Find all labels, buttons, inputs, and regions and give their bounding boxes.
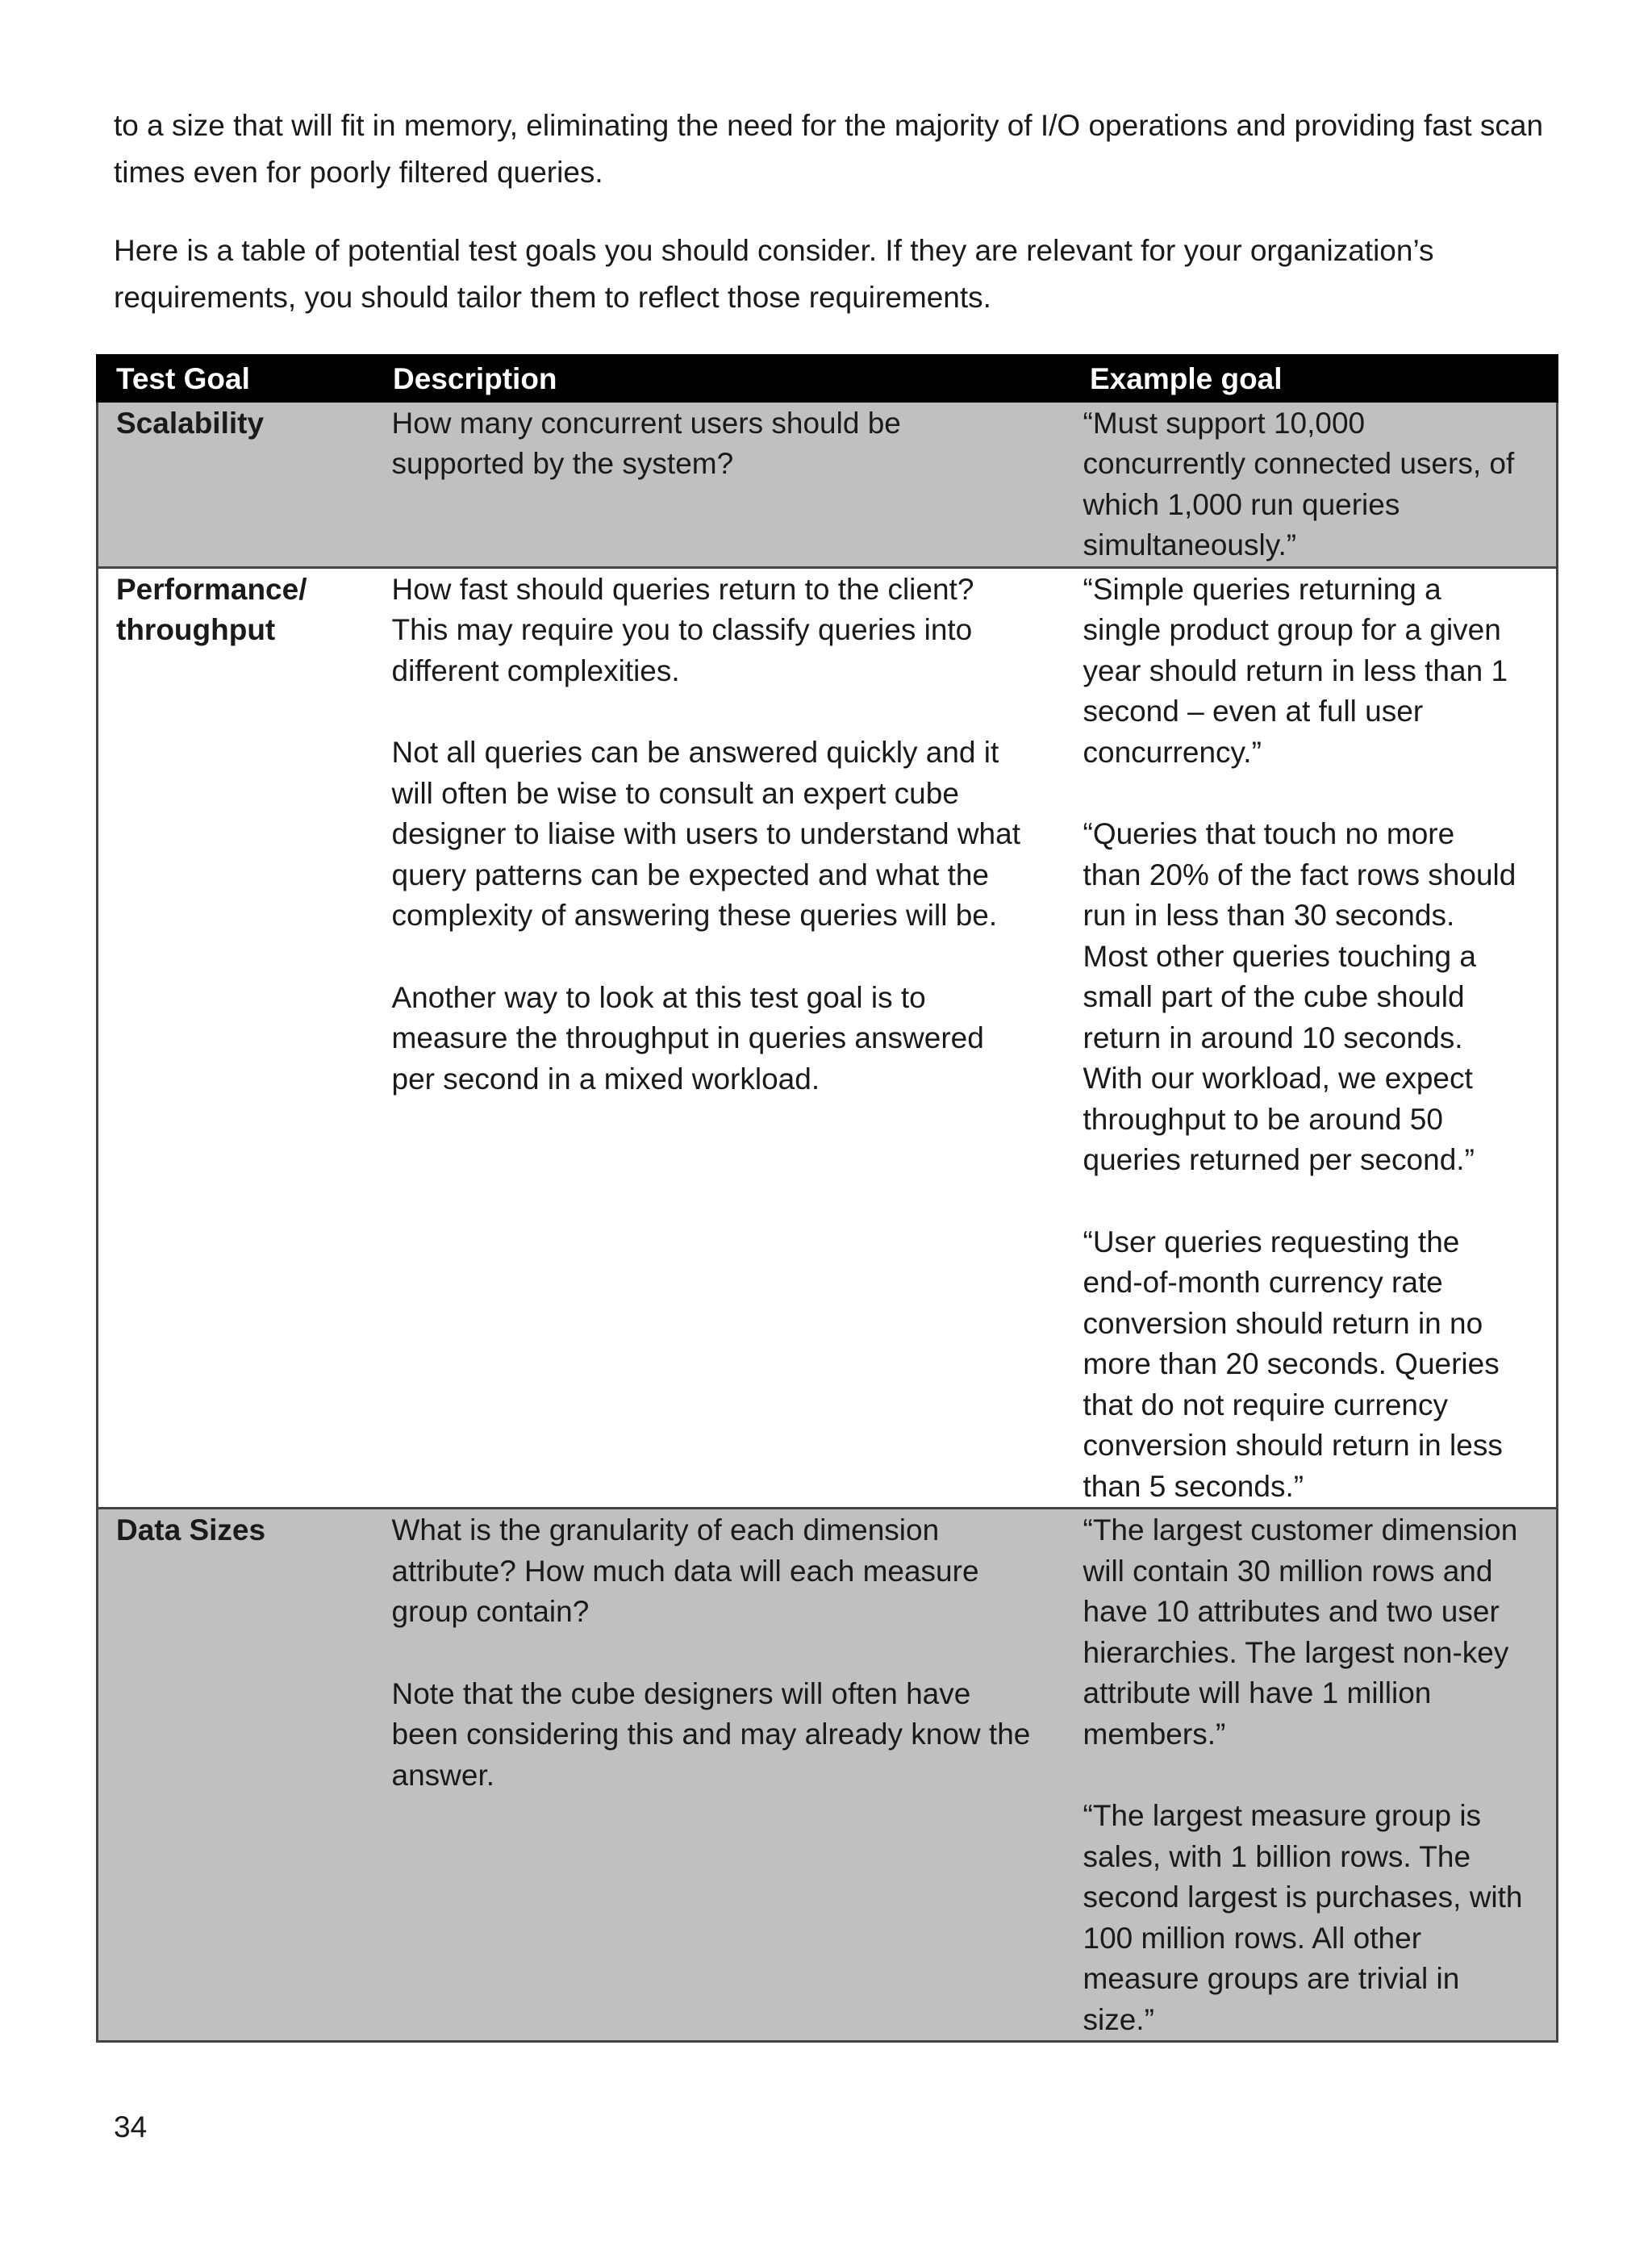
test-goals-table: [96, 354, 1558, 2043]
description-paragraph: Another way to look at this test goal is to measure the throughput in queries answered per second in a mixed workload.: [391, 980, 984, 1096]
table-row-scalability: [98, 401, 1558, 567]
description-cell: [374, 401, 1071, 567]
example-goal-paragraph: “Simple queries returning a single product group for a given year should return in less than 1 second – even at full user concurrency.”: [1083, 572, 1508, 769]
description-paragraph: How fast should queries return to the client? This may require you to classify queries into different complexities.: [391, 572, 974, 687]
header-test-goal: Test Goal: [98, 356, 374, 402]
test-goal-label: Performance/ throughput: [116, 572, 307, 646]
intro-paragraph-table-lead: Here is a table of potential test goals you should consider. If they are relevant for your organization’s requirements, you should tailor them to reflect those requirements.: [114, 234, 1434, 314]
example-goal-paragraph: “User queries requesting the end-of-month currency rate conversion should return in no more than 20 seconds. Queries that do not require currency conversion should return in less than 5 seconds.”: [1083, 1225, 1503, 1503]
test-goal-cell: [98, 1509, 374, 2042]
description-cell: [374, 567, 1071, 1509]
header-description: Description: [374, 356, 1071, 402]
example-goal-paragraph: “Queries that touch no more than 20% of the fact rows should run in less than 30 seconds. Most other queries touching a small part of the cube should return in around 10 seconds. With our workload, we expect throughput to be around 50 queries returned per second.”: [1083, 817, 1516, 1176]
test-goal-label: Scalability: [116, 406, 265, 440]
test-goal-label: Data Sizes: [116, 1513, 266, 1546]
header-example-goal: Example goal: [1071, 356, 1558, 402]
description-paragraph: What is the granularity of each dimension attribute? How much data will each measure group contain?: [391, 1513, 979, 1628]
description-paragraph: Note that the cube designers will often have been considering this and may already know the answer.: [391, 1676, 1031, 1792]
example-goal-paragraph: “The largest measure group is sales, with 1 billion rows. The second largest is purchases, with 100 million rows. All other measure groups are trivial in size.”: [1083, 1799, 1523, 2036]
example-goal-paragraph: “The largest customer dimension will contain 30 million rows and have 10 attributes and two user hierarchies. The largest non-key attribute will have 1 million members.”: [1083, 1513, 1518, 1751]
description-paragraph: How many concurrent users should be supported by the system?: [391, 406, 901, 480]
page-number: 34: [114, 2110, 148, 2143]
example-goal-cell: [1071, 567, 1558, 1509]
table-row-data-sizes: [98, 1509, 1558, 2042]
example-goal-cell: [1071, 401, 1558, 567]
example-goal-cell: [1071, 1509, 1558, 2042]
table-header-row: [98, 356, 1558, 402]
description-paragraph: Not all queries can be answered quickly and it will often be wise to consult an expert cube designer to liaise with users to understand what query patterns can be expected and what the complexity of answering these queries will be.: [391, 736, 1020, 932]
description-cell: [374, 1509, 1071, 2042]
test-goal-cell: [98, 567, 374, 1509]
example-goal-paragraph: “Must support 10,000 concurrently connected users, of which 1,000 run queries simultaneously.”: [1083, 406, 1515, 561]
test-goal-cell: [98, 401, 374, 567]
intro-paragraph-continuation: to a size that will fit in memory, eliminating the need for the majority of I/O operations and providing fast scan times even for poorly filtered queries.: [114, 109, 1544, 189]
table-row-performance-throughput: [98, 567, 1558, 1509]
